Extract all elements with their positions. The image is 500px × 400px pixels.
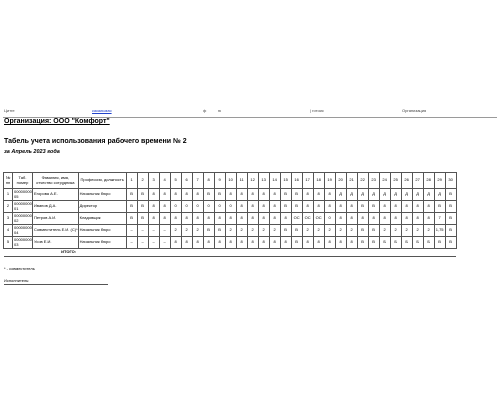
cell-day-mark: 8 — [335, 213, 346, 225]
cell-day-mark: 2 — [225, 225, 236, 237]
header-day: 8 — [203, 173, 214, 189]
cell-day-mark: В — [291, 189, 302, 201]
header-day: 12 — [247, 173, 258, 189]
cell-day-mark: 8 — [379, 213, 390, 225]
cell-day-mark: 8 — [236, 237, 247, 249]
cell-day-mark: 8 — [236, 213, 247, 225]
cell-day-mark: ОС — [291, 213, 302, 225]
cell-day-mark: В — [203, 189, 214, 201]
header-day: 1 — [126, 173, 137, 189]
cell-day-mark: Д — [379, 189, 390, 201]
report-toolbar-strip — [0, 108, 500, 117]
organization-title: Организация: ООО "Комфорт" — [4, 118, 110, 125]
cell-day-mark: В — [137, 189, 148, 201]
cell-day-mark: Д — [335, 189, 346, 201]
cell-day-mark: В — [214, 225, 225, 237]
cell-profession: Директор — [78, 201, 126, 213]
cell-day-mark: В — [445, 237, 456, 249]
cell-day-mark: 8 — [324, 189, 335, 201]
cell-day-mark: 8 — [346, 201, 357, 213]
header-tab-number: Таб. номер — [13, 173, 33, 189]
header-day: 10 — [225, 173, 236, 189]
toolbar-link[interactable]: какаиьмая — [92, 108, 112, 113]
cell-day-mark: В — [445, 213, 456, 225]
footnote: * - совместитель — [4, 266, 35, 271]
cell-day-mark: 8 — [159, 213, 170, 225]
cell-day-mark: 2 — [346, 225, 357, 237]
cell-day-mark: Д — [412, 189, 423, 201]
toolbar-mark: ю — [218, 108, 221, 113]
cell-day-mark: В — [126, 189, 137, 201]
cell-day-mark: 8 — [335, 237, 346, 249]
cell-day-mark: 8 — [159, 189, 170, 201]
table-row — [4, 201, 457, 213]
cell-day-mark: В — [291, 237, 302, 249]
cell-day-mark: 8 — [192, 237, 203, 249]
cell-day-mark: 8 — [368, 213, 379, 225]
cell-day-mark: Б — [379, 237, 390, 249]
cell-tab-number: 00000000 04 — [14, 224, 32, 235]
cell-day-mark: 8 — [302, 237, 313, 249]
report-period: за Апрель 2023 года — [4, 149, 60, 155]
total-row — [4, 249, 457, 257]
toolbar-mark: ф — [203, 108, 207, 113]
cell-day-mark: 8 — [269, 237, 280, 249]
header-day: 26 — [401, 173, 412, 189]
cell-day-mark: 8 — [225, 189, 236, 201]
cell-tab-number: 00000000 03 — [14, 236, 32, 247]
cell-profession: Начальник бюро — [78, 189, 126, 201]
executor-label: Исполнитель: — [4, 278, 30, 283]
cell-day-mark: 8 — [258, 213, 269, 225]
timesheet-table — [3, 172, 457, 257]
header-day: 24 — [379, 173, 390, 189]
cell-day-mark: 8 — [225, 213, 236, 225]
cell-day-mark: 2 — [247, 225, 258, 237]
header-day: 17 — [302, 173, 313, 189]
cell-day-mark: Б — [423, 237, 434, 249]
cell-day-mark: 8 — [247, 237, 258, 249]
cell-day-mark: 8 — [159, 201, 170, 213]
table-header-row — [4, 173, 457, 189]
cell-profession: Кладовщик — [78, 213, 126, 225]
cell-num: 2 — [4, 201, 13, 213]
cell-day-mark: 8 — [412, 201, 423, 213]
header-employee-name: Фамилия, имя, отчество сотрудника — [33, 173, 79, 189]
table-row — [4, 213, 457, 225]
cell-day-mark: 8 — [225, 237, 236, 249]
cell-day-mark: 0 — [324, 213, 335, 225]
cell-day-mark: ОС — [313, 213, 324, 225]
cell-day-mark: В — [203, 225, 214, 237]
cell-day-mark: 8 — [346, 213, 357, 225]
cell-day-mark: 8 — [170, 189, 181, 201]
cell-profession: Начальник бюро — [78, 225, 126, 237]
cell-day-mark: 2 — [236, 225, 247, 237]
cell-day-mark: 8 — [401, 201, 412, 213]
cell-day-mark: 8 — [280, 213, 291, 225]
header-day: 20 — [335, 173, 346, 189]
cell-day-mark: В — [445, 201, 456, 213]
cell-day-mark: 2 — [269, 225, 280, 237]
cell-day-mark: В — [280, 201, 291, 213]
cell-day-mark: – — [148, 237, 159, 249]
cell-day-mark: 8 — [203, 213, 214, 225]
toolbar-label: Организация — [402, 108, 427, 113]
cell-num: 3 — [4, 213, 13, 225]
header-day: 25 — [390, 173, 401, 189]
cell-day-mark: 2 — [324, 225, 335, 237]
cell-tab-number: 00000000 02 — [14, 212, 32, 223]
cell-num: 4 — [4, 225, 13, 237]
cell-day-mark: Д — [368, 189, 379, 201]
cell-employee-name: Петров А.И. — [33, 213, 79, 225]
header-day: 29 — [434, 173, 445, 189]
cell-day-mark: 0 — [203, 201, 214, 213]
cell-day-mark: 8 — [423, 201, 434, 213]
header-day: 3 — [148, 173, 159, 189]
cell-day-mark: ОС — [302, 213, 313, 225]
cell-day-mark: – — [137, 225, 148, 237]
cell-day-mark: 8 — [346, 237, 357, 249]
cell-day-mark: 8 — [192, 213, 203, 225]
cell-day-mark: 8 — [258, 201, 269, 213]
header-day: 28 — [423, 173, 434, 189]
cell-day-mark: Д — [401, 189, 412, 201]
cell-day-mark: 8 — [258, 189, 269, 201]
header-day: 19 — [324, 173, 335, 189]
cell-day-mark: 8 — [324, 237, 335, 249]
cell-day-mark: В — [357, 237, 368, 249]
cell-day-mark: 0 — [181, 201, 192, 213]
cell-day-mark: 8 — [324, 201, 335, 213]
cell-day-mark: – — [159, 225, 170, 237]
table-row — [4, 189, 457, 201]
header-day: 18 — [313, 173, 324, 189]
cell-day-mark: В — [357, 201, 368, 213]
header-day: 23 — [368, 173, 379, 189]
cell-day-mark: 0 — [170, 201, 181, 213]
cell-day-mark: В — [126, 201, 137, 213]
cell-day-mark: 2 — [302, 225, 313, 237]
cell-day-mark: 7 — [434, 213, 445, 225]
cell-day-mark: 8 — [192, 189, 203, 201]
cell-day-mark: 8 — [236, 189, 247, 201]
cell-day-mark: 8 — [148, 189, 159, 201]
cell-day-mark: Б — [390, 237, 401, 249]
cell-day-mark: 8 — [390, 213, 401, 225]
cell-day-mark: – — [159, 237, 170, 249]
cell-day-mark: 8 — [181, 213, 192, 225]
cell-day-mark: 8 — [412, 213, 423, 225]
cell-day-mark: 8 — [302, 189, 313, 201]
cell-day-mark: В — [445, 225, 456, 237]
cell-day-mark: Д — [346, 189, 357, 201]
cell-day-mark: 8 — [181, 189, 192, 201]
header-day: 14 — [269, 173, 280, 189]
cell-day-mark: Б — [401, 237, 412, 249]
cell-day-mark: 8 — [357, 213, 368, 225]
cell-day-mark: 8 — [181, 237, 192, 249]
cell-day-mark: 8 — [269, 213, 280, 225]
header-num: № пп — [4, 173, 13, 189]
cell-day-mark: 8 — [401, 213, 412, 225]
total-label: ИТОГО: — [4, 249, 79, 257]
cell-day-mark: В — [280, 225, 291, 237]
cell-day-mark: 8 — [247, 201, 258, 213]
cell-day-mark: 2 — [181, 225, 192, 237]
header-day: 9 — [214, 173, 225, 189]
header-day: 5 — [170, 173, 181, 189]
header-day: 30 — [445, 173, 456, 189]
cell-day-mark: 2 — [258, 225, 269, 237]
cell-employee-name: Иванов Д.А. — [33, 201, 79, 213]
cell-day-mark: Б — [412, 237, 423, 249]
cell-day-mark: 8 — [313, 237, 324, 249]
cell-day-mark: 8 — [313, 201, 324, 213]
cell-day-mark: 2 — [192, 225, 203, 237]
cell-day-mark: 8 — [247, 213, 258, 225]
cell-day-mark: В — [434, 237, 445, 249]
cell-day-mark: В — [291, 225, 302, 237]
header-day: 13 — [258, 173, 269, 189]
cell-employee-name: Егорова А.Е. — [33, 189, 79, 201]
header-day: 22 — [357, 173, 368, 189]
table-row — [4, 237, 457, 249]
cell-day-mark: – — [126, 225, 137, 237]
cell-day-mark: 8 — [302, 201, 313, 213]
cell-day-mark: 2 — [313, 225, 324, 237]
cell-day-mark: 2 — [412, 225, 423, 237]
cell-day-mark: 0 — [192, 201, 203, 213]
cell-day-mark: В — [137, 201, 148, 213]
cell-day-mark: 8 — [148, 213, 159, 225]
cell-day-mark: В — [126, 213, 137, 225]
cell-day-mark: – — [137, 237, 148, 249]
header-day: 27 — [412, 173, 423, 189]
signature-line — [4, 284, 108, 285]
header-day: 11 — [236, 173, 247, 189]
cell-day-mark: В — [137, 213, 148, 225]
cell-day-mark: 8 — [203, 237, 214, 249]
cell-day-mark: 8 — [170, 213, 181, 225]
header-day: 6 — [181, 173, 192, 189]
cell-day-mark: 8 — [313, 189, 324, 201]
cell-day-mark: 2 — [379, 225, 390, 237]
cell-day-mark: В — [445, 189, 456, 201]
cell-day-mark: 8 — [335, 201, 346, 213]
cell-day-mark: 8 — [214, 237, 225, 249]
cell-tab-number: 00000000 01 — [14, 200, 32, 211]
table-row — [4, 225, 457, 237]
cell-day-mark: 8 — [269, 201, 280, 213]
cell-day-mark: – — [126, 237, 137, 249]
cell-day-mark: 8 — [148, 201, 159, 213]
cell-day-mark: Д — [357, 189, 368, 201]
cell-day-mark: 8 — [379, 201, 390, 213]
header-day: 7 — [192, 173, 203, 189]
cell-day-mark: В — [368, 225, 379, 237]
cell-day-mark: 8 — [258, 237, 269, 249]
cell-day-mark: Д — [423, 189, 434, 201]
cell-day-mark: 0 — [214, 201, 225, 213]
cell-day-mark: 8 — [280, 237, 291, 249]
cell-day-mark: 2 — [401, 225, 412, 237]
cell-day-mark: В — [280, 189, 291, 201]
cell-day-mark: 8 — [214, 213, 225, 225]
cell-day-mark: В — [214, 189, 225, 201]
cell-day-mark: 1,75 — [434, 225, 445, 237]
cell-profession: Начальник бюро — [78, 237, 126, 249]
cell-day-mark: В — [434, 201, 445, 213]
toolbar-label: Цитге — [4, 108, 15, 113]
cell-day-mark: 2 — [423, 225, 434, 237]
cell-day-mark: В — [368, 201, 379, 213]
header-day: 16 — [291, 173, 302, 189]
cell-day-mark: В — [291, 201, 302, 213]
cell-num: 1 — [4, 189, 13, 201]
header-day: 21 — [346, 173, 357, 189]
cell-num: 5 — [4, 237, 13, 249]
cell-day-mark: Д — [434, 189, 445, 201]
header-day: 4 — [159, 173, 170, 189]
cell-day-mark: 0 — [225, 201, 236, 213]
cell-day-mark: 8 — [236, 201, 247, 213]
cell-day-mark: – — [148, 225, 159, 237]
cell-day-mark: 8 — [390, 201, 401, 213]
cell-day-mark: 2 — [390, 225, 401, 237]
cell-tab-number: 00000000 05 — [14, 188, 32, 199]
header-day: 15 — [280, 173, 291, 189]
cell-day-mark: В — [368, 237, 379, 249]
cell-day-mark: Д — [390, 189, 401, 201]
cell-day-mark: 8 — [269, 189, 280, 201]
toolbar-label: | готоис — [310, 108, 324, 113]
header-profession: Профессия, должность — [78, 173, 126, 189]
cell-employee-name: Усов Е.И. — [33, 237, 79, 249]
document-title: Табель учета использования рабочего времени № 2 — [4, 138, 187, 145]
cell-day-mark: В — [357, 225, 368, 237]
cell-day-mark: 8 — [247, 189, 258, 201]
cell-day-mark: 8 — [170, 237, 181, 249]
cell-employee-name: Совместитель Е.И. (С)* — [33, 225, 79, 237]
header-day: 2 — [137, 173, 148, 189]
cell-day-mark: 2 — [170, 225, 181, 237]
cell-day-mark: 8 — [423, 213, 434, 225]
cell-day-mark: 2 — [335, 225, 346, 237]
total-values — [78, 249, 456, 257]
